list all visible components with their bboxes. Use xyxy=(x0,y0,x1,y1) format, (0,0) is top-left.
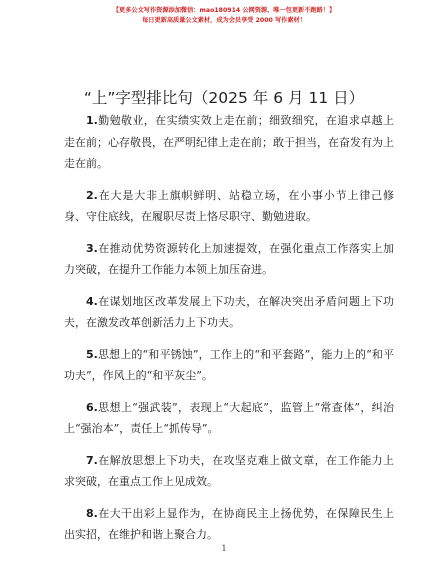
promo-line-2: 每日更新高质量公文素材，成为会员享受 2000 写作素材！ xyxy=(142,17,306,24)
page-number: 1 xyxy=(221,544,227,553)
paragraph-number: 2. xyxy=(86,188,98,202)
paragraph-text: 思想上的“和平锈蚀”，工作上的“和平套路”，能力上的“和平功夫”，作风上的“和平灰尘”。 xyxy=(64,347,394,382)
paragraph-number: 8. xyxy=(86,506,98,520)
paragraph-5 xyxy=(64,344,394,387)
paragraph-text: 思想上“强武装”，表现上“大起底”，监管上“常查体”，纠治上“强治本”，责任上“抓传导”。 xyxy=(64,400,394,435)
document-title: “上”字型排比句（2025 年 6 月 11 日） xyxy=(83,89,365,107)
paragraph-6 xyxy=(64,397,394,440)
paragraph-1 xyxy=(64,110,394,175)
paragraph-text: 在谋划地区改革发展上下功夫，在解决突出矛盾问题上下功夫，在激发改革创新活力上下功夫。 xyxy=(64,294,394,329)
promo-banner xyxy=(0,6,448,26)
paragraph-number: 6. xyxy=(86,400,98,414)
paragraph-2 xyxy=(64,185,394,228)
paragraph-4 xyxy=(64,291,394,334)
paragraph-3 xyxy=(64,238,394,281)
document-body xyxy=(64,110,394,556)
paragraph-text: 在大干出彩上显作为，在协商民主上扬优势，在保障民生上出实招，在维护和谐上聚合力。 xyxy=(64,506,394,541)
paragraph-7 xyxy=(64,450,394,493)
paragraph-text: 在推动优势资源转化上加速提效，在强化重点工作落实上加力突破，在提升工作能力本领上加压奋进。 xyxy=(64,241,394,276)
paragraph-number: 4. xyxy=(86,294,98,308)
paragraph-text: 在解放思想上下功夫，在攻坚克难上做文章，在工作能力上求突破，在重点工作上见成效。 xyxy=(64,453,394,488)
paragraph-8 xyxy=(64,503,394,546)
paragraph-number: 5. xyxy=(86,347,98,361)
paragraph-number: 1. xyxy=(86,114,98,127)
paragraph-number: 3. xyxy=(86,241,98,255)
promo-line-1: 【更多公文写作资源添加微信：mao180914 公网资源，唯一包更新不跑路！】 xyxy=(112,7,336,14)
paragraph-text: 在大是大非上旗帜鲜明、站稳立场，在小事小节上律己修身、守住底线，在履职尽责上恪尽职守、勤勉进取。 xyxy=(64,188,394,223)
paragraph-number: 7. xyxy=(86,453,98,467)
paragraph-text: 勤勉敬业，在实绩实效上走在前；细致细究，在追求卓越上走在前；心存敬畏，在严明纪律上走在前；敢于担当，在奋发有为上走在前。 xyxy=(64,114,394,170)
